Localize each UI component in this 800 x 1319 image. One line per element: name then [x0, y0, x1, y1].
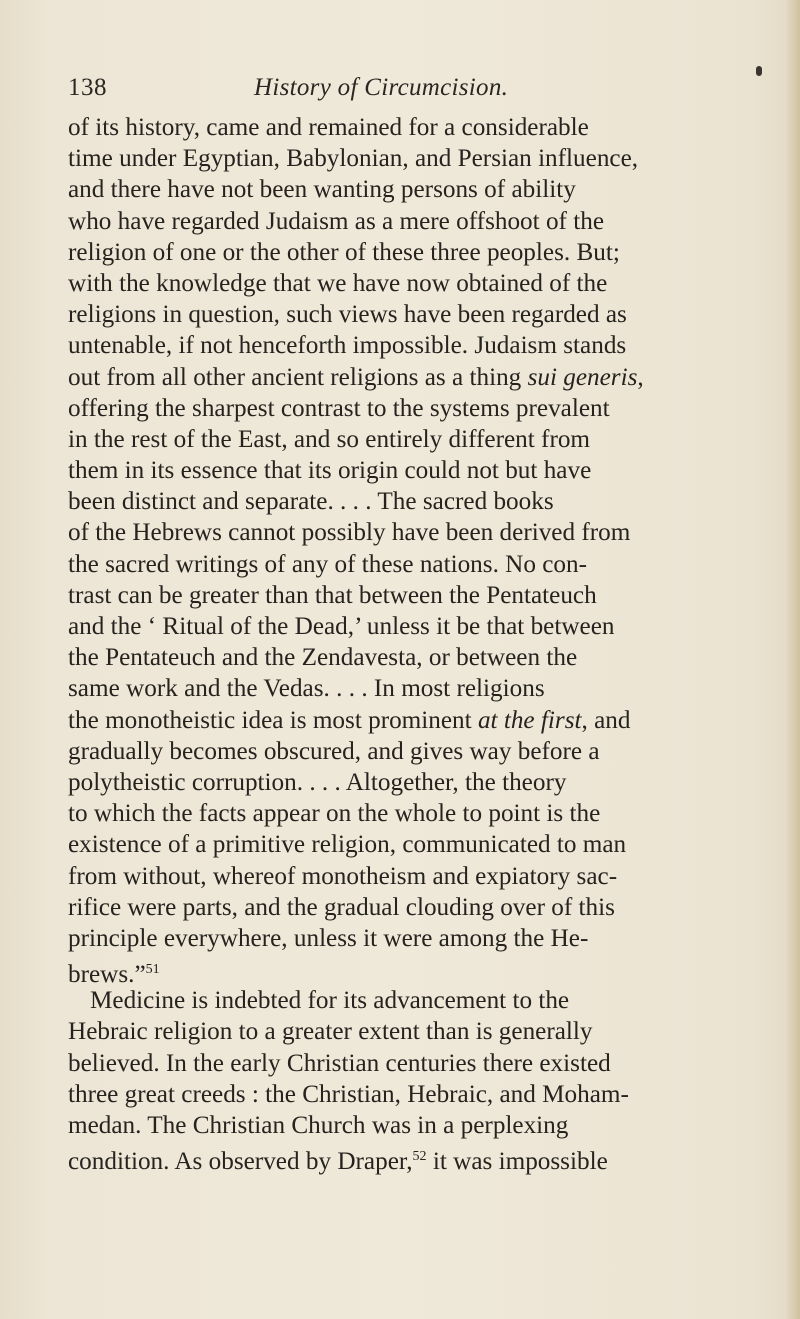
text-line: same work and the Vedas. . . . In most religions: [68, 675, 545, 703]
text-run: out from all other ancient religions as a thing: [68, 363, 528, 391]
text-line: [68, 362, 768, 393]
text-line: and there have not been wanting persons of ability: [68, 176, 576, 204]
text-run: brews.”: [68, 961, 146, 989]
text-line: who have regarded Judaism as a mere offshoot of the: [68, 207, 604, 235]
running-title: History of Circumcision.: [254, 74, 509, 101]
text-line: in the rest of the East, and so entirely different from: [68, 425, 591, 453]
italic-phrase: sui generis: [527, 363, 638, 391]
page-edge-shadow: [786, 0, 800, 1319]
text-run: condition. As observed by Draper,: [68, 1148, 413, 1176]
text-line: principle everywhere, unless it were among the He-: [68, 924, 589, 952]
text-line: Hebraic religion to a greater extent than is generally: [68, 1018, 593, 1046]
text-line: time under Egyptian, Babylonian, and Persian influence,: [68, 145, 639, 173]
page-header: [68, 74, 748, 114]
text-line: them in its essence that its origin could not but have: [68, 457, 592, 485]
text-run: it was impossible: [426, 1148, 608, 1176]
text-line: three great creeds : the Christian, Hebraic, and Moham-: [68, 1080, 629, 1108]
text-run: , and: [581, 706, 631, 734]
text-line: from without, whereof monotheism and expiatory sac-: [68, 862, 618, 890]
text-line: trast can be greater than that between the Pentateuch: [68, 581, 597, 609]
text-line: of the Hebrews cannot possibly have been derived from: [68, 519, 631, 547]
text-line: medan. The Christian Church was in a perplexing: [68, 1112, 569, 1139]
text-line: [68, 954, 768, 989]
footnote-ref-51: 51: [145, 962, 160, 978]
page-number: 138: [68, 74, 107, 101]
text-line: believed. In the early Christian centuries there existed: [68, 1049, 611, 1077]
italic-phrase: at the first: [477, 706, 582, 734]
ink-speck: [756, 66, 762, 76]
body-text: [68, 112, 768, 1176]
text-line: polytheistic corruption. . . . Altogether, the theory: [68, 768, 567, 796]
text-run: ,: [637, 363, 644, 391]
text-line: to which the facts appear on the whole to point is the: [68, 800, 601, 828]
text-line: the Pentateuch and the Zendavesta, or between the: [68, 644, 578, 672]
text-line: been distinct and separate. . . . The sacred books: [68, 488, 554, 516]
text-run: the monotheistic idea is most prominent: [68, 706, 478, 734]
text-line: [68, 705, 768, 736]
text-line: gradually becomes obscured, and gives way before a: [68, 737, 600, 765]
text-line: existence of a primitive religion, communicated to man: [68, 831, 627, 859]
text-line: of its history, came and remained for a considerable: [68, 114, 589, 141]
text-line: [68, 1141, 768, 1176]
text-line: rifice were parts, and the gradual clouding over of this: [68, 893, 615, 921]
paragraph-start-line: Medicine is indebted for its advancement to the: [90, 987, 570, 1015]
text-line: the sacred writings of any of these nations. No con-: [68, 550, 588, 578]
text-line: untenable, if not henceforth impossible. Judaism stands: [68, 332, 627, 360]
text-line: religions in question, such views have been regarded as: [68, 301, 627, 329]
text-line: offering the sharpest contrast to the systems prevalent: [68, 394, 610, 422]
text-line: religion of one or the other of these three peoples. But;: [68, 238, 620, 266]
text-line: with the knowledge that we have now obtained of the: [68, 269, 608, 297]
footnote-ref-52: 52: [412, 1149, 427, 1165]
text-line: and the ‘ Ritual of the Dead,’ unless it be that between: [68, 613, 615, 640]
